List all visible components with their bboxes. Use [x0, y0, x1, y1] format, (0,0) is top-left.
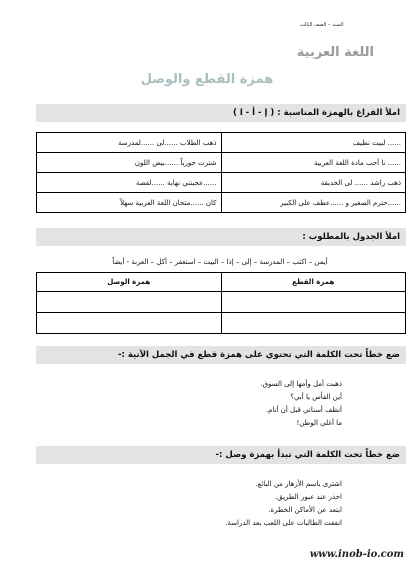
- table-cell: ...... نا أحب مادة اللغة العربية: [221, 153, 406, 173]
- list-item: اشترى باسم الأزهار من البائع.: [255, 480, 342, 488]
- page-title: همزة القطع والوصل: [140, 72, 274, 87]
- section2-heading: املأ الجدول بالمطلوب :: [36, 228, 406, 246]
- subject-heading: اللغة العربية: [296, 45, 374, 60]
- watermark: www.inob-io.com: [309, 549, 404, 560]
- table-cell: ......عجبتني نهاية ......لقصة: [37, 173, 222, 193]
- table-row: [37, 153, 406, 173]
- answer-cell[interactable]: [37, 313, 222, 334]
- sentence-list: [225, 478, 342, 530]
- header-wasl: همزة الوصل: [37, 273, 222, 292]
- list-item: ذهبت أمل وأمها إلى السوق.: [260, 380, 342, 388]
- table-cell: ......حترم الصغير و ......عطف على الكبير: [221, 193, 406, 213]
- hamza-table: [36, 272, 406, 334]
- table-cell: كان ......متحان اللغة العربية سهلاً: [37, 193, 222, 213]
- list-item: أين الفأس يا أبي؟: [290, 393, 342, 401]
- answer-cell[interactable]: [221, 292, 406, 313]
- list-item: ابتعد عن الأماكن الخطرة.: [268, 506, 342, 514]
- table-row: [37, 133, 406, 153]
- word-list: أيمن – اكتب – المدرسة – إلى – إذا – البيت – استغفر – أكل – العربة - أيضاً: [112, 258, 328, 266]
- table-row: [37, 313, 406, 334]
- table-header-row: [37, 273, 406, 292]
- list-item: احذر عند عبور الطريق.: [275, 493, 342, 501]
- table-row: [37, 173, 406, 193]
- table-cell: ذهب الطلاب ......لى ......لمدرسة: [37, 133, 222, 153]
- document-meta: السند – الصف الثالث: [300, 22, 344, 28]
- list-item: انفقت الطالبات على اللعب بعد الدراسة.: [225, 519, 342, 527]
- table-cell: شترت جورباً ......بيض اللون: [37, 153, 222, 173]
- list-item: ما أغلى الوطن!: [296, 419, 342, 427]
- list-item: أنظف أسناني قبل أن أنام.: [265, 406, 342, 414]
- answer-cell[interactable]: [221, 313, 406, 334]
- header-qat: همزة القطع: [221, 273, 406, 292]
- answer-cell[interactable]: [37, 292, 222, 313]
- section3-heading: ضع خطاً تحت الكلمة التي تحتوي على همزة قطع في الجمل الآتية :-: [36, 346, 406, 364]
- sentence-list: [260, 378, 342, 430]
- section1-heading: املأ الفراغ بالهمزة المناسبة : ( إ - أ - ا ): [36, 104, 406, 122]
- table-cell: ...... لبيت نظيف: [221, 133, 406, 153]
- table-cell: ذهب راشد ...... لى الحديقة: [221, 173, 406, 193]
- table-row: [37, 193, 406, 213]
- section4-heading: ضع خطاً تحت الكلمة التي تبدأ بهمزة وصل :-: [36, 446, 406, 464]
- fill-blanks-table: [36, 132, 406, 213]
- table-row: [37, 292, 406, 313]
